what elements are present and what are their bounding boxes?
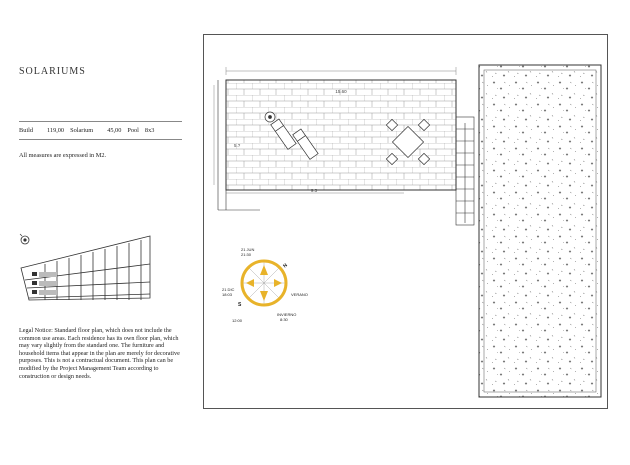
legal-notice: Legal Notice: Standard floor plan, which does not include the common use areas. Each residence has its own floor plan, which may vary slightly from the standard one. The furniture and household items that appear in the plan are merely for decorative purposes. This is not a contractual document. This plan can be modified by the Project Management Team according to construction or design needs. bbox=[19, 327, 180, 380]
build-label: Build bbox=[19, 127, 33, 134]
info-panel bbox=[0, 0, 200, 465]
solarium-value: 45,00 bbox=[107, 127, 122, 134]
area-summary bbox=[19, 121, 182, 140]
sun-winter: INVIERNO bbox=[277, 312, 297, 317]
compass-icon bbox=[20, 234, 29, 244]
measures-note: All measures are expressed in M2. bbox=[19, 152, 107, 159]
pool-label: Pool bbox=[127, 127, 139, 134]
stairs bbox=[456, 117, 474, 225]
sun-summer: VERANO bbox=[291, 292, 308, 297]
dimension-top: 15.60 bbox=[335, 89, 347, 94]
sun-jun-time: 21:30 bbox=[241, 252, 252, 257]
page-title: SOLARIUMS bbox=[19, 66, 86, 77]
solarium-plan bbox=[204, 35, 609, 410]
sun-winter-time: 8:30 bbox=[280, 317, 288, 322]
floor-plan-frame bbox=[203, 34, 608, 409]
north-label: N bbox=[282, 262, 289, 270]
sun-path-diagram bbox=[222, 247, 308, 323]
sun-dec-time: 18:03 bbox=[222, 292, 233, 297]
site-key-map bbox=[15, 228, 155, 308]
south-label: S bbox=[238, 302, 242, 308]
dining-set bbox=[386, 119, 429, 164]
dimension-bottom: 9.3 bbox=[310, 188, 318, 193]
dimension-side: 5.? bbox=[234, 143, 241, 148]
solarium-label: Solarium bbox=[70, 127, 94, 134]
pool bbox=[479, 65, 601, 397]
pool-value: 8x3 bbox=[144, 127, 155, 134]
sun-noon: 12:00 bbox=[232, 318, 243, 323]
parasol-icon bbox=[265, 112, 275, 122]
sun-jun-date: 21 JUN bbox=[241, 247, 255, 252]
build-value: 119,00 bbox=[47, 127, 65, 134]
sun-dec-date: 21 DIC bbox=[222, 287, 235, 292]
